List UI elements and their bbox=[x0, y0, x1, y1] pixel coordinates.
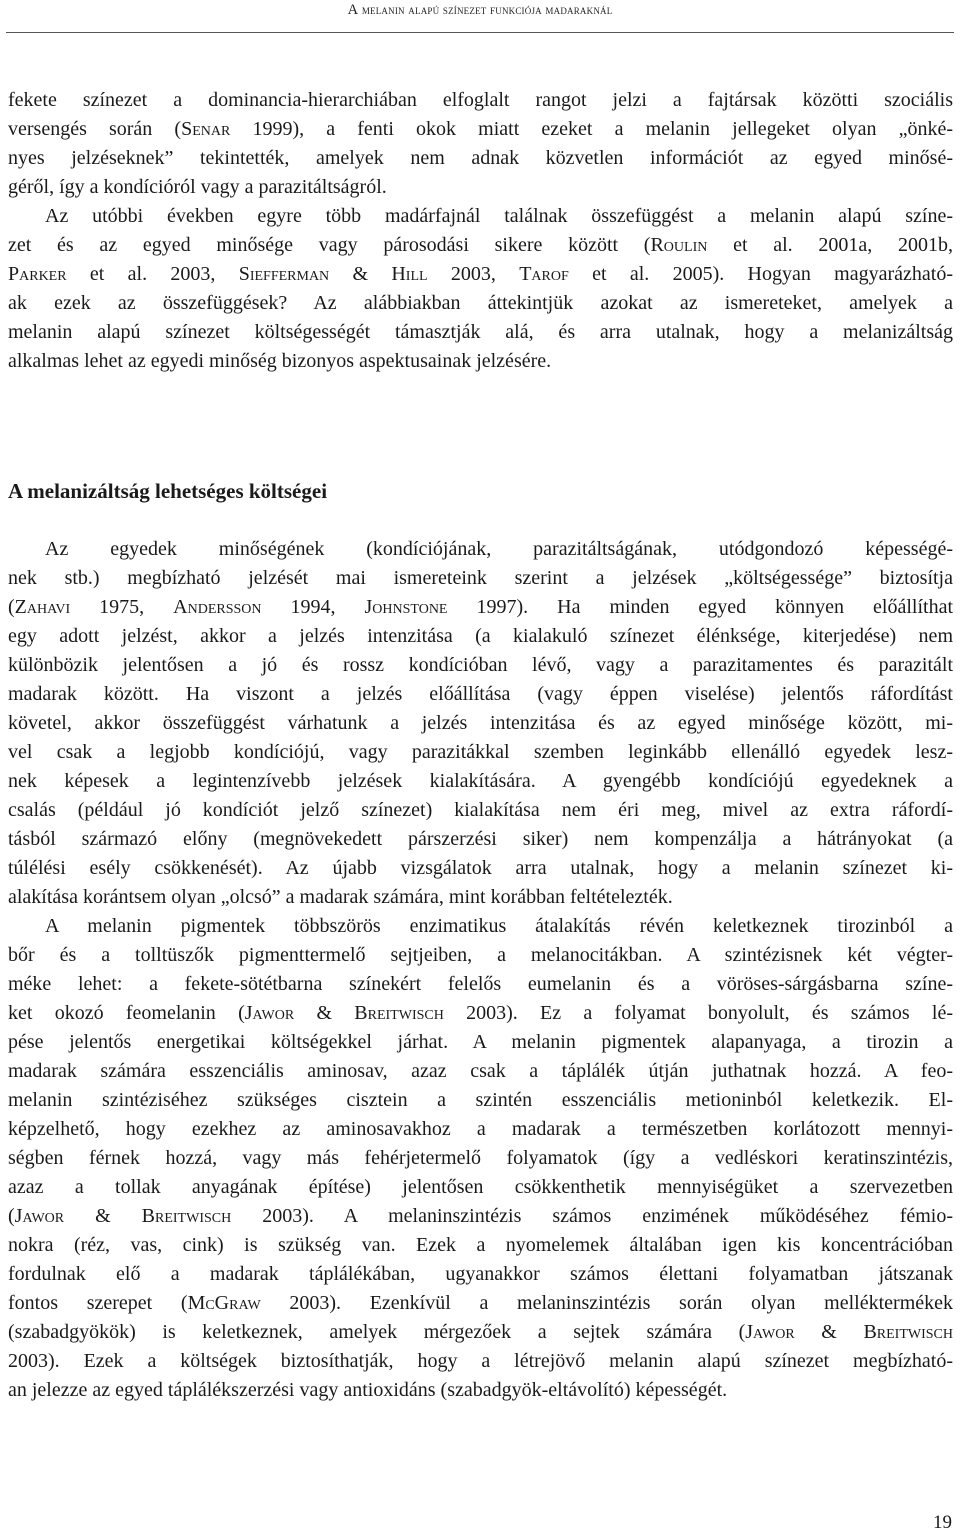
paragraph-block-intro bbox=[8, 86, 953, 376]
author-name: Jawor bbox=[745, 1321, 795, 1343]
text-run: pése jelentős energetikai költségekkel járhat. A melanin pigmentek alapanyaga, a tirozin a bbox=[8, 1031, 953, 1053]
text-line bbox=[8, 1057, 953, 1086]
author-name: Siefferman bbox=[238, 263, 330, 285]
text-line bbox=[8, 1202, 953, 1231]
text-run: an jelezze az egyed táplálékszerzési vagy antioxidáns (szabadgyök-eltávolító) képességét. bbox=[8, 1379, 728, 1401]
text-line bbox=[8, 347, 953, 376]
running-header-initial: A bbox=[347, 2, 359, 18]
text-line bbox=[8, 86, 953, 115]
author-name: Andersson bbox=[173, 596, 262, 618]
text-run: alakítása korántsem olyan „olcsó” a madarak számára, mint korábban feltételezték. bbox=[8, 886, 673, 908]
text-run: tásból származó előny (megnövekedett párszerzési siker) nem kompenzálja a hátrányokat (a bbox=[8, 828, 953, 850]
author-name: Parker bbox=[8, 263, 67, 285]
text-line bbox=[8, 318, 953, 347]
text-line bbox=[8, 709, 953, 738]
text-run: különbözik jelentősen a jó és rossz kondícióban lévő, vagy a parazitamentes és parazitált bbox=[8, 654, 953, 676]
text-line bbox=[8, 1086, 953, 1115]
text-run: Az utóbbi években egyre több madárfajnál találnak összefüggést a melanin alapú színe- bbox=[45, 205, 953, 227]
text-run: 1975, bbox=[70, 596, 174, 618]
text-run: melanin alapú színezet költségességét támasztják alá, és arra utalnak, hogy a melanizáltság bbox=[8, 321, 953, 343]
text-line bbox=[8, 231, 953, 260]
author-name: Breitwisch bbox=[863, 1321, 954, 1343]
text-run: fordulnak elő a madarak táplálékában, ugyanakkor számos élettani folyamatban játszanak bbox=[8, 1263, 953, 1285]
text-run: 1999), a fenti okok miatt ezeket a melanin jellegeket olyan „önké- bbox=[230, 118, 953, 140]
text-line bbox=[8, 738, 953, 767]
text-run: madarak számára esszenciális aminosav, azaz csak a táplálék útján juthatnak hozzá. A feo- bbox=[8, 1060, 953, 1082]
page-number: 19 bbox=[933, 1512, 952, 1533]
text-line bbox=[8, 767, 953, 796]
text-line bbox=[8, 535, 953, 564]
text-line bbox=[8, 854, 953, 883]
text-run: (szabadgyökök) is keletkeznek, amelyek mérgezőek a sejtek számára ( bbox=[8, 1321, 746, 1343]
text-run: & bbox=[329, 263, 392, 285]
author-name: Zahavi bbox=[14, 596, 71, 618]
text-line bbox=[8, 651, 953, 680]
text-run: bőr és a tolltüszők pigmenttermelő sejtjeiben, a melanocitákban. A szintézisnek két végter- bbox=[8, 944, 953, 966]
text-run: A melanin pigmentek többszörös enzimatikus átalakítás révén keletkeznek tirozinból a bbox=[45, 915, 953, 937]
text-run: nek képesek a legintenzívebb jelzések kialakítására. A gyengébb kondíciójú egyedeknek a bbox=[8, 770, 953, 792]
text-run: csalás (például jó kondíciót jelző színezet) kialakítása nem éri meg, mivel az extra ráfordí- bbox=[8, 799, 953, 821]
text-run: fekete színezet a dominancia-hierarchiában elfoglalt rangot jelzi a fajtársak közötti szociális bbox=[8, 89, 953, 111]
text-run: 1994, bbox=[261, 596, 365, 618]
text-run: 2003). Ez a folyamat bonyolult, és számos lé- bbox=[443, 1002, 954, 1024]
text-run: képzelhető, hogy ezekhez az aminosavakhoz a madarak a természetben korlátozott mennyi- bbox=[8, 1118, 953, 1140]
author-name: Jawor bbox=[244, 1002, 295, 1024]
text-line bbox=[8, 825, 953, 854]
author-name: Tarof bbox=[519, 263, 569, 285]
text-run: nek stb.) megbízható jelzését mai ismereteink szerint a jelzések „költségessége” biztosítja bbox=[8, 567, 953, 589]
text-run: madarak között. Ha viszont a jelzés előállítása (vagy éppen viselése) jelentős ráfordítást bbox=[8, 683, 953, 705]
text-run: 2003). Ezek a költségek biztosíthatják, hogy a létrejövő melanin alapú színezet megbízható- bbox=[8, 1350, 953, 1372]
header-rule bbox=[6, 32, 954, 33]
text-run: 2003, bbox=[427, 263, 520, 285]
author-name: Johnstone bbox=[364, 596, 448, 618]
text-run: & bbox=[294, 1002, 355, 1024]
text-line bbox=[8, 1115, 953, 1144]
text-run: követel, akkor összefüggést várhatunk a jelzés intenzitása és az egyed minősége között, mi- bbox=[8, 712, 953, 734]
text-run: méke lehet: a fekete-sötétbarna színekért felelős eumelanin és a vöröses-sárgásbarna színe- bbox=[8, 973, 953, 995]
text-line bbox=[8, 173, 953, 202]
text-line bbox=[8, 1347, 953, 1376]
text-run: et al. 2005). Hogyan magyarázható- bbox=[568, 263, 953, 285]
text-run: alkalmas lehet az egyedi minőség bizonyos aspektusainak jelzésére. bbox=[8, 350, 552, 372]
author-name: Hill bbox=[391, 263, 428, 285]
text-line bbox=[8, 144, 953, 173]
text-line bbox=[8, 1376, 953, 1405]
text-run: egy adott jelzést, akkor a jelzés intenzitása (a kialakuló színezet élénksége, kiterjedése) nem bbox=[8, 625, 953, 647]
paragraph-block-costs bbox=[8, 535, 953, 1405]
text-line bbox=[8, 999, 953, 1028]
text-line bbox=[8, 593, 953, 622]
text-run: melanin szintéziséhez szükséges cisztein a szintén esszenciális metioninból keletkezik. El- bbox=[8, 1089, 953, 1111]
text-line bbox=[8, 289, 953, 318]
text-run: ak ezek az összefüggések? Az alábbiakban áttekintjük azokat az ismereteket, amelyek a bbox=[8, 292, 953, 314]
text-run: 2003). A melaninszintézis számos enzimének működéséhez fémio- bbox=[231, 1205, 954, 1227]
text-run: versengés során ( bbox=[8, 118, 182, 140]
text-line bbox=[8, 1231, 953, 1260]
text-line bbox=[8, 1260, 953, 1289]
author-name: Breitwisch bbox=[141, 1205, 232, 1227]
text-line bbox=[8, 883, 953, 912]
text-run: & bbox=[794, 1321, 864, 1343]
text-run: nokra (réz, vas, cink) is szükség van. Ezek a nyomelemek általában igen kis koncentrációban bbox=[8, 1234, 953, 1256]
text-line bbox=[8, 564, 953, 593]
text-run: vel csak a legjobb kondíciójú, vagy parazitákkal szemben leginkább ellenálló egyedek lesz- bbox=[8, 741, 953, 763]
text-run: túlélési esély csökkenését). Az újabb vizsgálatok arra utalnak, hogy a melanin színezet ki- bbox=[8, 857, 953, 879]
text-line bbox=[8, 912, 953, 941]
author-name: Breitwisch bbox=[354, 1002, 444, 1024]
text-run: zet és az egyed minősége vagy párosodási sikere között ( bbox=[8, 234, 651, 256]
text-run: & bbox=[64, 1205, 142, 1227]
section-heading: A melanizáltság lehetséges költségei bbox=[8, 479, 328, 503]
text-run: nyes jelzéseknek” tekintették, amelyek nem adnak közvetlen információt az egyed minősé- bbox=[8, 147, 953, 169]
text-line bbox=[8, 680, 953, 709]
text-line bbox=[8, 115, 953, 144]
running-header bbox=[0, 2, 960, 19]
author-name: Roulin bbox=[650, 234, 708, 256]
text-line bbox=[8, 622, 953, 651]
text-line bbox=[8, 1028, 953, 1057]
text-run: ket okozó feomelanin ( bbox=[8, 1002, 245, 1024]
text-run: ( bbox=[8, 1205, 15, 1227]
text-line bbox=[8, 1318, 953, 1347]
text-run: ségben férnek hozzá, vagy más fehérjetermelő folyamatok (így a vedléskori keratinszintézis, bbox=[8, 1147, 953, 1169]
author-name: McGraw bbox=[187, 1292, 261, 1314]
text-line bbox=[8, 260, 953, 289]
text-line bbox=[8, 941, 953, 970]
text-line bbox=[8, 1144, 953, 1173]
text-line bbox=[8, 1173, 953, 1202]
text-line bbox=[8, 796, 953, 825]
author-name: Senar bbox=[181, 118, 231, 140]
text-run: 2003). Ezenkívül a melaninszintézis során olyan melléktermékek bbox=[260, 1292, 954, 1314]
text-run: et al. 2001a, 2001b, bbox=[707, 234, 953, 256]
text-run: Az egyedek minőségének (kondíciójának, parazitáltságának, utódgondozó képességé- bbox=[45, 538, 953, 560]
text-line bbox=[8, 970, 953, 999]
author-name: Jawor bbox=[14, 1205, 65, 1227]
text-line bbox=[8, 202, 953, 231]
text-line bbox=[8, 1289, 953, 1318]
text-run: et al. 2003, bbox=[66, 263, 239, 285]
text-run: géről, így a kondícióról vagy a parazitáltságról. bbox=[8, 176, 387, 198]
text-run: 1997). Ha minden egyed könnyen előállíthat bbox=[447, 596, 954, 618]
text-run: ( bbox=[8, 596, 15, 618]
text-run: azaz a tollak anyagának építése) jelentősen csökkenthetik mennyiségüket a szervezetben bbox=[8, 1176, 953, 1198]
running-header-title: melanin alapú színezet funkciója madaraknál bbox=[358, 2, 613, 17]
text-run: fontos szerepet ( bbox=[8, 1292, 188, 1314]
